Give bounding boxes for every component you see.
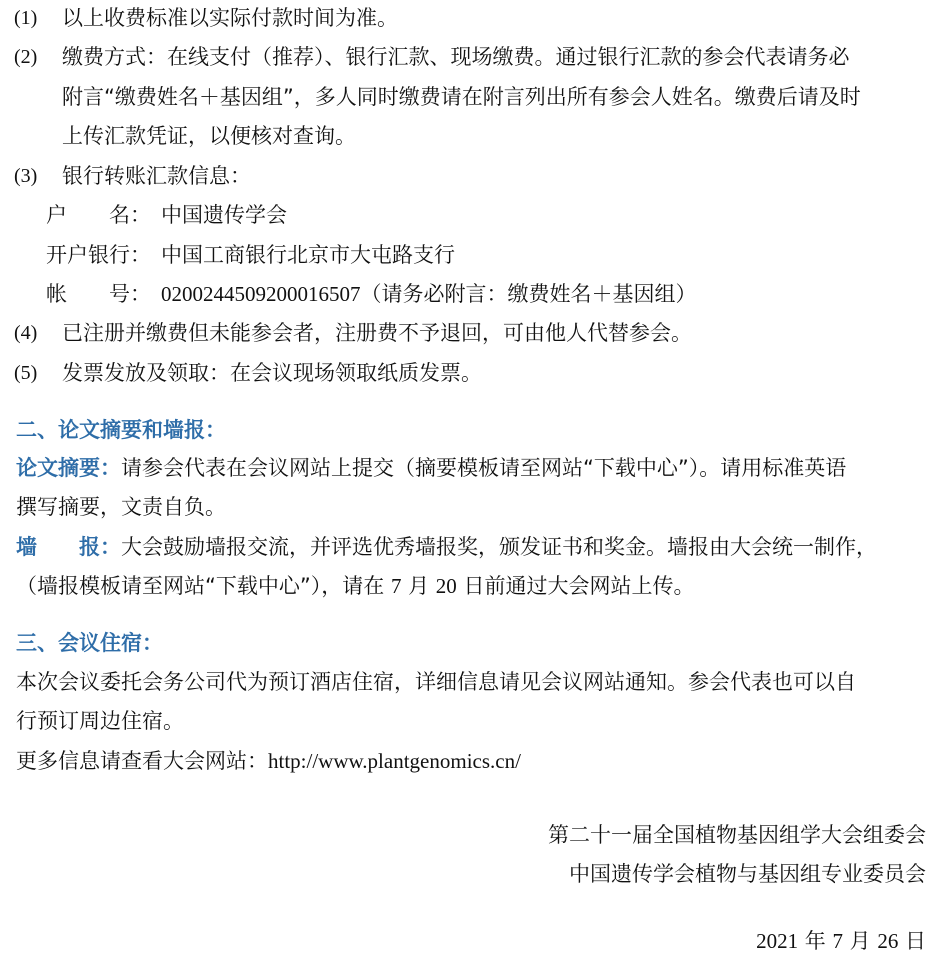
date-unit: 年	[798, 929, 833, 953]
item-number: (4)	[14, 322, 38, 344]
abstract-line-2	[0, 492, 944, 522]
item-text: 以上收费标准以实际付款时间为准。	[62, 6, 398, 30]
item-text: 附言“缴费姓名＋基因组”，多人同时缴费请在附言列出所有参会人姓名。缴费后请及时	[62, 85, 861, 109]
account-note: （请务必附言：缴费姓名＋基因组）	[360, 282, 697, 306]
poster-text	[16, 571, 694, 601]
signature-date	[0, 926, 944, 956]
poster-text-part: 日前通过大会网站上传。	[456, 574, 695, 598]
bank-account-number	[0, 279, 944, 309]
date-unit: 日	[898, 929, 926, 953]
bank-value: 中国遗传学会	[161, 203, 287, 227]
item-text: 上传汇款凭证，以便核对查询。	[62, 124, 356, 148]
signature-text: 中国遗传学会植物与基因组专业委员会	[569, 862, 926, 886]
abstract-text: 撰写摘要，文责自负。	[16, 495, 226, 519]
bank-value	[161, 279, 697, 309]
poster-text-part: 月	[401, 574, 436, 598]
abstract-paragraph	[16, 453, 846, 483]
item-text: 银行转账汇款信息：	[62, 164, 251, 188]
list-item-4	[0, 318, 944, 348]
lodging-line-1	[0, 667, 944, 697]
poster-paragraph	[16, 532, 877, 562]
heading-text: 三、会议住宿：	[16, 631, 163, 655]
heading-text: 二、论文摘要和墙报：	[16, 418, 226, 442]
bank-label: 开户银行：	[46, 243, 151, 267]
more-info-line	[0, 746, 944, 776]
bank-name	[0, 240, 944, 270]
bank-value: 中国工商银行北京市大屯路支行	[161, 243, 455, 267]
list-item-3	[0, 161, 944, 191]
lodging-text: 本次会议委托会务公司代为预订酒店住宿，详细信息请见会议网站通知。参会代表也可以自	[16, 670, 856, 694]
poster-line-2	[0, 571, 944, 601]
date-text	[756, 926, 926, 956]
section-2-heading	[0, 415, 944, 445]
date-month: 7	[832, 929, 843, 953]
item-text: 发票发放及领取：在会议现场领取纸质发票。	[62, 361, 482, 385]
more-info-text: 更多信息请查看大会网站：	[16, 749, 268, 773]
poster-month: 7	[390, 574, 402, 598]
section-3-heading	[0, 628, 944, 658]
list-item-2-cont-1	[0, 82, 944, 112]
abstract-text: 请参会代表在会议网站上提交（摘要模板请至网站“下载中心”）。请用标准英语	[121, 456, 847, 480]
date-day: 26	[877, 929, 899, 953]
list-item-5	[0, 358, 944, 388]
abstract-label: 论文摘要：	[16, 456, 121, 480]
date-unit: 月	[842, 929, 878, 953]
item-text: 缴费方式：在线支付（推荐）、银行汇款、现场缴费。通过银行汇款的参会代表请务必	[62, 45, 850, 69]
signature-text: 第二十一届全国植物基因组学大会组委会	[548, 823, 926, 847]
bank-account-name	[0, 200, 944, 230]
website-link[interactable]: http://www.plantgenomics.cn/	[268, 749, 521, 773]
item-number: (5)	[14, 362, 38, 384]
signature-org-2	[0, 859, 944, 889]
poster-text-part: （墙报模板请至网站“下载中心”），请在	[16, 574, 391, 598]
lodging-line-2	[0, 706, 944, 736]
poster-label: 墙 报：	[16, 535, 121, 559]
bank-label: 帐 号：	[46, 282, 151, 306]
poster-day: 20	[435, 574, 457, 598]
date-year: 2021	[756, 929, 799, 953]
more-info	[16, 746, 521, 776]
list-item-2	[0, 42, 944, 72]
account-number: 0200244509200016507	[161, 282, 361, 306]
item-number: (3)	[14, 165, 38, 187]
list-item-2-cont-2	[0, 121, 944, 151]
item-number: (2)	[14, 46, 38, 68]
item-number: (1)	[14, 7, 38, 29]
item-text: 已注册并缴费但未能参会者，注册费不予退回，可由他人代替参会。	[62, 321, 692, 345]
poster-text: 大会鼓励墙报交流，并评选优秀墙报奖，颁发证书和奖金。墙报由大会统一制作，	[121, 535, 877, 559]
bank-label: 户 名：	[46, 203, 151, 227]
lodging-text: 行预订周边住宿。	[16, 709, 184, 733]
signature-org-1	[0, 820, 944, 850]
list-item-1	[0, 3, 944, 33]
abstract-line-1	[0, 453, 944, 483]
poster-line-1	[0, 532, 944, 562]
